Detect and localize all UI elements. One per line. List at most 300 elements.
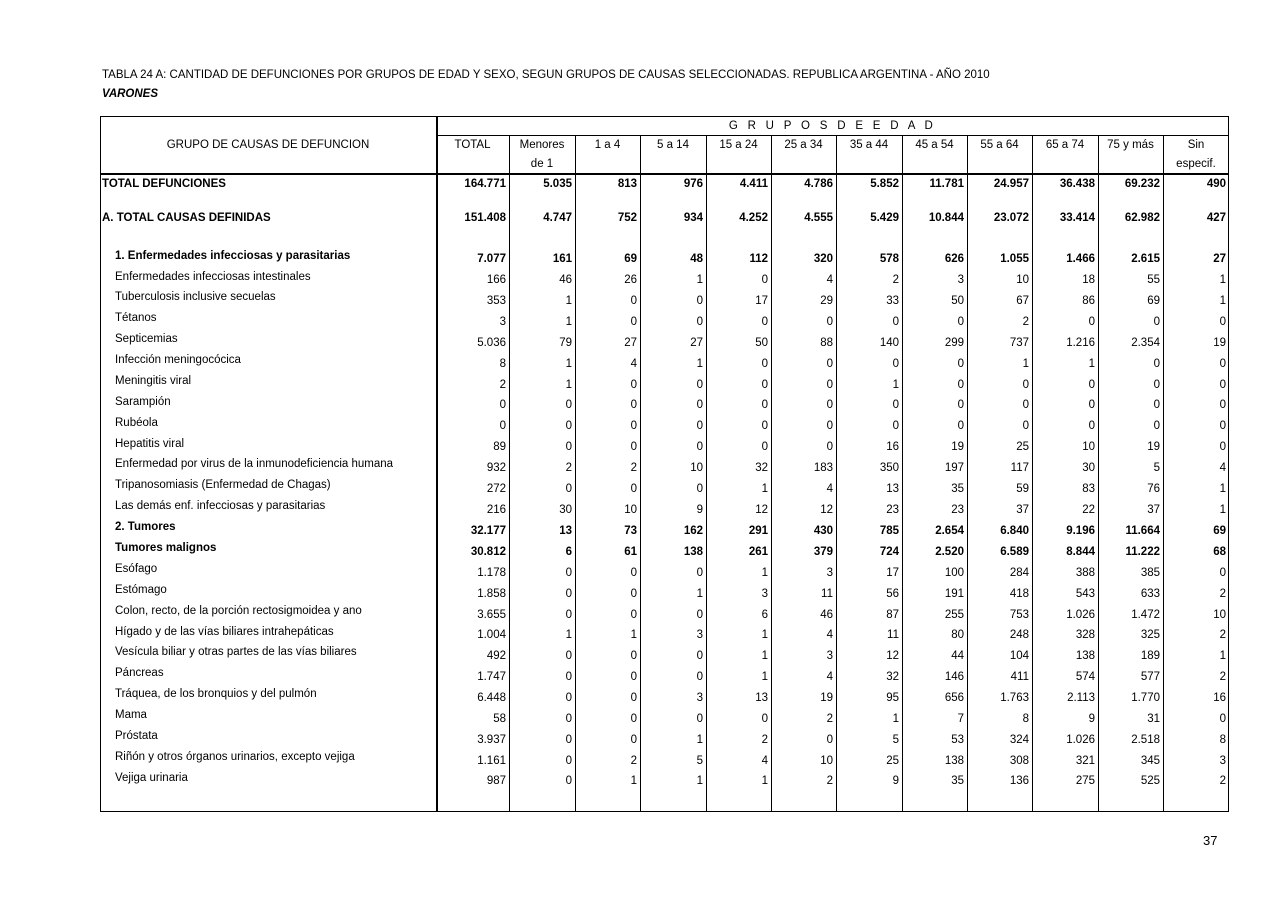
row-label: Esófago [115,563,158,575]
table-cell: 13 [886,483,899,495]
table-cell: 932 [486,462,506,474]
column-header: Menores [519,139,565,151]
table-cell: 6.448 [477,692,506,704]
table-cell: 1 [696,588,703,600]
table-cell: 0 [630,650,637,662]
table-cell: 0 [957,420,964,432]
table-cell: 3 [696,692,703,704]
table-cell: 0 [1219,441,1226,453]
table-cell: 0 [565,713,572,725]
row-label: Estómago [115,584,167,596]
table-cell: 18 [1082,274,1095,286]
table-cell: 0 [761,420,768,432]
row-label: Enfermedades infecciosas intestinales [115,271,311,283]
table-cell: 9.196 [1066,525,1095,537]
table-cell: 17 [755,295,768,307]
table-cell: 6.840 [1000,525,1029,537]
table-cell: 50 [951,295,964,307]
table-cell: 1 [1219,295,1226,307]
table-cell: 0 [1219,567,1226,579]
table-cell: 2 [826,775,833,787]
table-cell: 0 [565,588,572,600]
table-cell: 0 [1088,399,1095,411]
table-cell: 67 [1016,295,1029,307]
table-cell: 0 [696,379,703,391]
table-cell: 6.589 [1000,546,1029,558]
table-cell: 44 [951,650,964,662]
table-cell: 0 [1022,399,1029,411]
table-cell: 164.771 [464,178,506,190]
table-cell: 5.035 [543,178,572,190]
table-cell: 1 [565,629,572,641]
table-cell: 216 [486,504,506,516]
table-cell: 1.026 [1066,609,1095,621]
table-cell: 161 [552,253,572,265]
table-cell: 2.520 [935,546,964,558]
table-cell: 1 [1219,504,1226,516]
table-cell: 737 [1009,337,1029,349]
table-cell: 308 [1009,755,1029,767]
row-label: Septicemias [115,333,178,345]
table-cell: 255 [944,609,964,621]
table-cell: 0 [1153,379,1160,391]
header-bottom-rule [100,173,1229,175]
table-cell: 0 [630,671,637,683]
table-cell: 136 [1009,775,1029,787]
table-cell: 1 [565,358,572,370]
table-cell: 299 [944,337,964,349]
table-cell: 0 [630,379,637,391]
table-title: TABLA 24 A: CANTIDAD DE DEFUNCIONES POR GRUPOS DE EDAD Y SEXO, SEGUN GRUPOS DE CAUSAS SELECCIONADAS. REPUBLICA ARGENTINA - AÑO 2010 [102,69,990,81]
table-cell: 76 [1147,483,1160,495]
table-cell: 73 [624,525,637,537]
table-cell: 0 [630,316,637,328]
table-cell: 61 [624,546,637,558]
table-cell: 62.982 [1124,212,1160,224]
table-cell: 1 [1088,358,1095,370]
table-cell: 138 [944,755,964,767]
table-cell: 27 [1213,253,1226,265]
table-cell: 1.747 [477,671,506,683]
table-cell: 166 [486,274,506,286]
table-cell: 16 [1213,692,1226,704]
table-cell: 0 [696,399,703,411]
table-cell: 197 [944,462,964,474]
table-cell: 86 [1082,295,1095,307]
table-cell: 1.161 [477,755,506,767]
table-subtitle: VARONES [102,88,159,100]
row-label: Mama [115,709,147,721]
table-cell: 146 [944,671,964,683]
row-label: Infección meningocócica [115,354,241,366]
table-cell: 1 [761,629,768,641]
table-cell: 8 [1219,734,1226,746]
table-cell: 2 [1022,316,1029,328]
table-cell: 1.858 [477,588,506,600]
row-label: TOTAL DEFUNCIONES [102,178,226,190]
table-cell: 7 [957,713,964,725]
table-cell: 0 [499,399,506,411]
table-cell: 0 [630,609,637,621]
table-cell: 27 [624,337,637,349]
table-cell: 427 [1206,212,1226,224]
table-cell: 3 [1219,755,1226,767]
table-cell: 30.812 [470,546,506,558]
table-cell: 5 [1153,462,1160,474]
table-cell: 578 [879,253,899,265]
table-cell: 1 [1219,650,1226,662]
table-cell: 261 [748,546,768,558]
table-cell: 0 [630,734,637,746]
row-label: Tumores malignos [115,542,217,554]
table-cell: 574 [1075,671,1095,683]
table-cell: 19 [1147,441,1160,453]
column-header-line2: de 1 [530,158,554,170]
table-cell: 24.957 [993,178,1029,190]
table-cell: 752 [617,212,637,224]
table-cell: 32 [755,462,768,474]
table-cell: 80 [951,629,964,641]
table-cell: 35 [951,483,964,495]
table-cell: 10 [624,504,637,516]
table-cell: 138 [683,546,703,558]
table-cell: 25 [1016,441,1029,453]
table-cell: 0 [630,713,637,725]
row-label: Tripanosomiasis (Enfermedad de Chagas) [115,479,331,491]
table-cell: 55 [1147,274,1160,286]
page-number: 37 [1203,833,1218,848]
table-cell: 5 [892,734,899,746]
table-cell: 35 [951,775,964,787]
table-cell: 321 [1075,755,1095,767]
table-cell: 0 [696,420,703,432]
table-cell: 1 [696,358,703,370]
table-cell: 2.113 [1067,692,1095,704]
table-cell: 248 [1009,629,1029,641]
table-cell: 36.438 [1059,178,1095,190]
table-cell: 0 [1153,399,1160,411]
table-cell: 183 [813,462,833,474]
table-cell: 88 [820,337,833,349]
table-cell: 345 [1140,755,1160,767]
table-cell: 151.408 [464,212,506,224]
table-cell: 3 [826,650,833,662]
table-cell: 2 [565,462,572,474]
row-label: Enfermedad por virus de la inmunodeficiencia humana [115,458,394,470]
row-label: Riñón y otros órganos urinarios, excepto vejiga [115,751,355,763]
table-cell: 48 [690,253,703,265]
table-cell: 5.429 [870,212,899,224]
table-cell: 4 [1219,462,1226,474]
row-label: Vesícula biliar y otras partes de las vías biliares [115,646,357,658]
table-cell: 0 [1219,399,1226,411]
table-cell: 353 [486,295,506,307]
table-cell: 68 [1213,546,1226,558]
table-cell: 117 [1010,462,1029,474]
table-cell: 0 [565,441,572,453]
table-cell: 0 [826,420,833,432]
table-cell: 626 [944,253,964,265]
table-cell: 32.177 [470,525,506,537]
column-group-header: G R U P O S D E E D A D [728,120,937,132]
row-label: Rubéola [115,417,158,429]
table-cell: 0 [826,441,833,453]
table-cell: 2 [1219,588,1226,600]
table-cell: 0 [565,775,572,787]
table-cell: 17 [886,567,899,579]
table-cell: 1 [761,775,768,787]
table-cell: 385 [1140,567,1160,579]
table-cell: 69 [624,253,637,265]
table-cell: 490 [1206,178,1226,190]
column-header: 1 a 4 [594,139,621,151]
table-cell: 58 [493,713,506,725]
table-cell: 291 [748,525,768,537]
table-cell: 138 [1075,650,1095,662]
table-cell: 0 [761,358,768,370]
table-cell: 16 [886,441,899,453]
table-cell: 753 [1009,609,1029,621]
table-cell: 0 [696,441,703,453]
table-cell: 1 [761,671,768,683]
table-cell: 1.763 [1000,692,1029,704]
table-cell: 1.004 [477,629,506,641]
table-cell: 46 [820,609,833,621]
table-cell: 10 [1016,274,1029,286]
table-cell: 785 [879,525,899,537]
table-cell: 4 [826,629,833,641]
table-cell: 272 [486,483,506,495]
table-cell: 12 [820,504,833,516]
table-cell: 23.072 [993,212,1029,224]
table-cell: 0 [957,358,964,370]
table-cell: 69.232 [1124,178,1160,190]
table-cell: 2 [892,274,899,286]
table-cell: 0 [696,713,703,725]
table-cell: 0 [696,483,703,495]
column-header: 55 a 64 [980,139,1019,151]
table-cell: 2.518 [1131,734,1160,746]
table-cell: 162 [683,525,703,537]
table-cell: 100 [944,567,964,579]
table-cell: 4 [761,755,768,767]
table-cell: 1.178 [477,567,506,579]
table-cell: 56 [886,588,899,600]
table-cell: 325 [1140,629,1160,641]
table-cell: 3 [957,274,964,286]
table-cell: 30 [1082,462,1095,474]
column-header: 35 a 44 [849,139,889,151]
table-cell: 13 [755,692,768,704]
table-cell: 0 [761,274,768,286]
table-cell: 0 [1153,316,1160,328]
column-header: 65 a 74 [1045,139,1085,151]
table-cell: 1 [565,316,572,328]
row-label: 2. Tumores [115,521,176,533]
table-cell: 4.555 [804,212,833,224]
table-cell: 1.770 [1131,692,1160,704]
table-cell: 1 [630,629,637,641]
table-cell: 1 [761,567,768,579]
column-header-line2: especif. [1176,158,1216,170]
table-cell: 0 [565,483,572,495]
table-cell: 10.844 [928,212,964,224]
table-cell: 0 [826,379,833,391]
table-cell: 37 [1016,504,1029,516]
table-cell: 11 [821,588,833,600]
column-header: Sin [1187,139,1205,151]
table-cell: 0 [1088,316,1095,328]
table-cell: 1 [1219,274,1226,286]
table-cell: 2 [499,379,506,391]
table-cell: 8.844 [1066,546,1095,558]
table-cell: 11.222 [1125,546,1160,558]
table-cell: 0 [565,567,572,579]
row-label: Colon, recto, de la porción rectosigmoidea y ano [115,605,362,617]
table-cell: 33 [886,295,899,307]
row-label: Tráquea, de los bronquios y del pulmón [115,688,317,700]
table-cell: 104 [1009,650,1029,662]
table-cell: 4 [630,358,637,370]
table-cell: 0 [565,650,572,662]
table-cell: 0 [696,609,703,621]
table-cell: 633 [1140,588,1160,600]
row-label: Páncreas [115,667,164,679]
table-cell: 1 [892,713,899,725]
table-cell: 1 [696,274,703,286]
table-cell: 2 [761,734,768,746]
table-cell: 19 [820,692,833,704]
table-cell: 1.026 [1066,734,1095,746]
table-cell: 6 [565,546,572,558]
table-cell: 0 [630,295,637,307]
table-cell: 0 [1022,420,1029,432]
table-cell: 0 [696,295,703,307]
column-header: 75 y más [1107,139,1154,151]
table-cell: 12 [755,504,768,516]
table-cell: 140 [879,337,899,349]
table-cell: 284 [1009,567,1029,579]
table-cell: 0 [696,567,703,579]
table-cell: 5.036 [477,337,506,349]
row-label: Vejiga urinaria [115,772,188,784]
table-cell: 0 [892,399,899,411]
table-cell: 50 [755,337,768,349]
table-cell: 4.252 [739,212,768,224]
table-cell: 1 [1022,358,1029,370]
table-cell: 7.077 [477,253,506,265]
table-cell: 9 [696,504,703,516]
table-cell: 8 [499,358,506,370]
table-cell: 0 [1022,379,1029,391]
table-cell: 275 [1075,775,1095,787]
table-cell: 0 [1153,420,1160,432]
table-cell: 1 [696,734,703,746]
table-cell: 87 [886,609,899,621]
table-cell: 0 [1219,379,1226,391]
table-cell: 19 [1213,337,1226,349]
table-cell: 30 [559,504,572,516]
row-label: Hígado y de las vías biliares intrahepáticas [115,626,334,638]
table-cell: 0 [957,379,964,391]
column-header: 5 a 14 [657,139,689,151]
table-cell: 0 [1219,420,1226,432]
table-cell: 0 [1153,358,1160,370]
table-cell: 2 [1219,671,1226,683]
table-cell: 5.852 [870,178,899,190]
table-cell: 1 [696,775,703,787]
table-cell: 418 [1009,588,1029,600]
table-cell: 189 [1140,650,1160,662]
table-cell: 0 [1219,713,1226,725]
table-cell: 0 [1088,379,1095,391]
table-cell: 976 [683,178,703,190]
table-cell: 6 [761,609,768,621]
table-cell: 0 [565,755,572,767]
table-cell: 577 [1140,671,1160,683]
table-cell: 12 [886,650,899,662]
table-cell: 83 [1082,483,1095,495]
row-label: Próstata [115,730,158,742]
table-cell: 11 [887,629,899,641]
table-cell: 95 [886,692,899,704]
table-cell: 23 [951,504,964,516]
table-cell: 1 [630,775,637,787]
table-cell: 0 [761,379,768,391]
table-cell: 3 [761,588,768,600]
table-cell: 10 [820,755,833,767]
table-cell: 813 [617,178,637,190]
column-header: 45 a 54 [915,139,954,151]
table-cell: 0 [1219,358,1226,370]
table-cell: 0 [565,609,572,621]
row-label: Las demás enf. infecciosas y parasitarias [115,500,326,512]
row-label: Sarampión [115,396,171,408]
table-cell: 8 [1022,713,1029,725]
table-cell: 0 [565,734,572,746]
table-cell: 46 [559,274,572,286]
table-cell: 191 [944,588,964,600]
table-cell: 37 [1147,504,1160,516]
table-cell: 0 [499,420,506,432]
row-label: Tétanos [115,312,157,324]
table-cell: 5 [696,755,703,767]
table-cell: 543 [1075,588,1095,600]
table-cell: 1.055 [1000,253,1029,265]
table-cell: 987 [486,775,506,787]
table-cell: 31 [1147,713,1160,725]
table-cell: 2 [826,713,833,725]
table-cell: 0 [892,420,899,432]
table-cell: 411 [1010,671,1029,683]
table-cell: 1.216 [1066,337,1095,349]
table-cell: 2 [1219,775,1226,787]
header-rule [436,135,1229,136]
table-cell: 4.786 [804,178,833,190]
table-cell: 112 [749,253,768,265]
table-cell: 1 [565,295,572,307]
table-cell: 3 [696,629,703,641]
table-cell: 2 [630,755,637,767]
table-cell: 0 [565,399,572,411]
table-cell: 0 [957,316,964,328]
table-cell: 2 [1219,629,1226,641]
table-cell: 0 [630,483,637,495]
row-label: A. TOTAL CAUSAS DEFINIDAS [102,212,271,224]
table-cell: 0 [630,420,637,432]
table-cell: 0 [892,358,899,370]
table-cell: 0 [826,734,833,746]
